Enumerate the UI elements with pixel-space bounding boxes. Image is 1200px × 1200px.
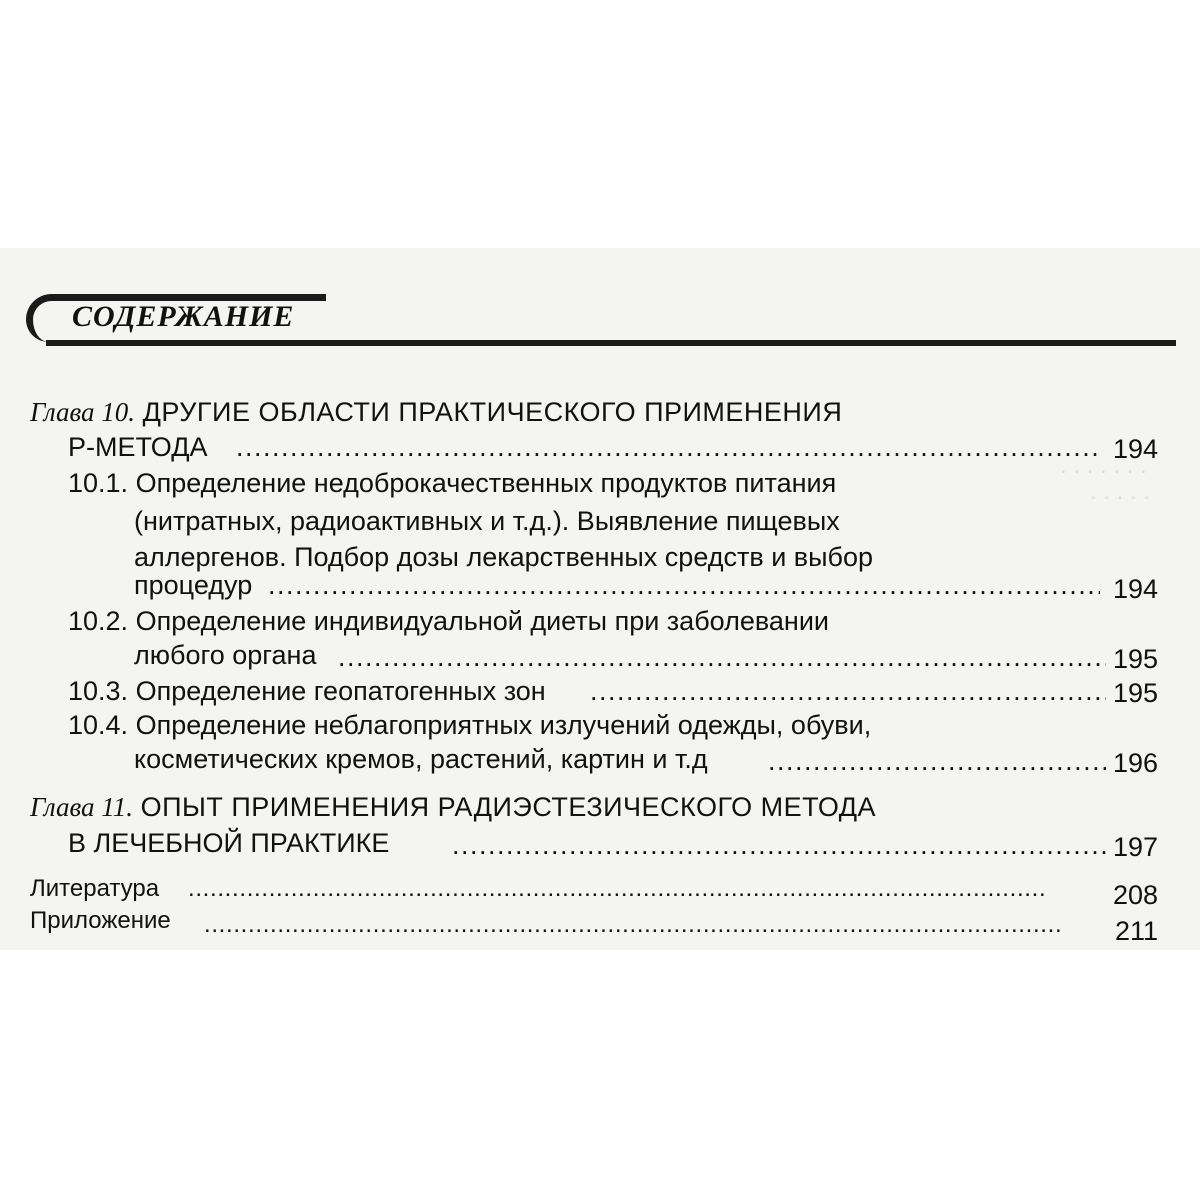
chapter-title-cont: В ЛЕЧЕБНОЙ ПРАКТИКЕ — [68, 828, 390, 858]
bibliography-entry[interactable] — [30, 872, 159, 906]
section-title: Определение неблагоприятных излучений одежды, обуви, — [135, 710, 872, 740]
section-10-1-cont — [134, 504, 840, 538]
dot-leader — [768, 744, 1106, 778]
dot-leader — [204, 908, 1106, 942]
section-10-1[interactable] — [68, 466, 836, 500]
section-title: Определение геопатогенных зон — [135, 676, 546, 706]
section-title-cont: аллергенов. Подбор дозы лекарственных средств и выбор — [134, 542, 874, 572]
entry-title: Приложение — [30, 907, 171, 934]
section-number: 10.1. — [68, 468, 129, 498]
dot-leader — [268, 568, 1100, 602]
chapter-10-line-1[interactable] — [30, 395, 842, 429]
appendix-entry[interactable] — [30, 904, 171, 938]
page-number: 197 — [1112, 832, 1158, 862]
section-10-1-cont — [134, 568, 252, 602]
chapter-10-line-2[interactable] — [68, 430, 207, 464]
section-title-cont: процедур — [134, 570, 253, 600]
page-number: 208 — [1112, 880, 1158, 910]
page-number: 196 — [1112, 748, 1158, 778]
dot-leader — [452, 828, 1106, 862]
header-rule — [46, 340, 1176, 346]
section-title-cont: любого органа — [134, 640, 317, 670]
chapter-label: Глава 11. — [30, 792, 134, 822]
page-number: 194 — [1112, 434, 1158, 464]
toc-header — [26, 290, 1176, 360]
section-number: 10.2. — [68, 606, 129, 636]
chapter-title-cont: Р-МЕТОДА — [68, 432, 208, 462]
page-number: 194 — [1112, 574, 1158, 604]
chapter-title: ОПЫТ ПРИМЕНЕНИЯ РАДИЭСТЕЗИЧЕСКОГО МЕТОДА — [140, 792, 877, 822]
chapter-11-line-1[interactable] — [30, 790, 876, 824]
section-10-2[interactable] — [68, 604, 829, 638]
section-10-3[interactable] — [68, 674, 546, 708]
page-number: 211 — [1114, 916, 1158, 946]
toc-title: СОДЕРЖАНИЕ — [72, 300, 295, 333]
chapter-11-line-2[interactable] — [68, 826, 389, 860]
section-title-cont: косметических кремов, растений, картин и т.д — [134, 744, 708, 774]
dot-leader — [236, 430, 1100, 464]
page-number: 195 — [1112, 644, 1158, 674]
chapter-label: Глава 10. — [30, 397, 136, 427]
entry-title: Литература — [30, 875, 160, 902]
section-10-4[interactable] — [68, 708, 871, 742]
show-through-text: . . . . . . . — [1060, 452, 1147, 479]
show-through-text: . . . . . — [1090, 478, 1151, 505]
section-number: 10.3. — [68, 676, 129, 706]
section-10-2-cont — [134, 638, 317, 672]
dot-leader — [590, 674, 1106, 708]
dot-leader — [338, 640, 1106, 674]
chapter-title: ДРУГИЕ ОБЛАСТИ ПРАКТИЧЕСКОГО ПРИМЕНЕНИЯ — [142, 397, 843, 427]
dot-leader — [188, 872, 1106, 906]
section-title-cont: (нитратных, радиоактивных и т.д.). Выявление пищевых — [134, 506, 840, 536]
section-10-4-cont — [134, 742, 708, 776]
section-number: 10.4. — [68, 710, 129, 740]
section-title: Определение недоброкачественных продуктов питания — [135, 468, 837, 498]
section-title: Определение индивидуальной диеты при заболевании — [135, 606, 829, 636]
page-number: 195 — [1112, 678, 1158, 708]
